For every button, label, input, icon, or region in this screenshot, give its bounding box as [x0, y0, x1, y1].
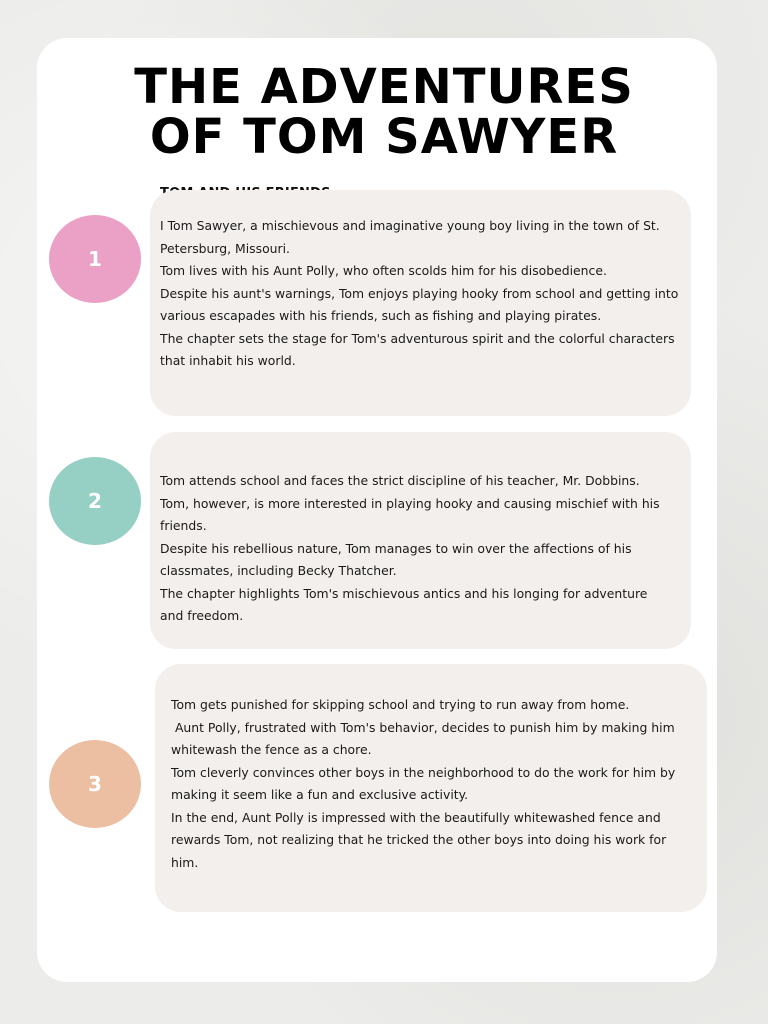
section-2-line-1: Tom attends school and faces the strict discipline of his teacher, Mr. Dobbins.	[160, 473, 640, 488]
section-number-3: 3	[88, 772, 102, 796]
section-2-line-3: Despite his rebellious nature, Tom manages to win over the affections of his classmates, including Becky Thatcher.	[160, 540, 632, 578]
title-line-2: OF TOM SAWYER	[149, 109, 619, 165]
section-3-line-4: In the end, Aunt Polly is impressed with the beautifully whitewashed fence and rewards Tom, not realizing that he tricked the other boys into doing his work for him.	[171, 809, 667, 870]
section-text-3	[171, 694, 686, 874]
section-2-line-2: Tom, however, is more interested in playing hooky and causing mischief with his friends.	[160, 495, 660, 533]
section-3-line-3: Tom cleverly convinces other boys in the neighborhood to do the work for him by making it seem like a fun and exclusive activity.	[171, 764, 676, 802]
section-1-line-2: Tom lives with his Aunt Polly, who often scolds him for his disobedience.	[160, 263, 607, 278]
section-text-2	[160, 470, 670, 628]
title-line-1: THE ADVENTURES	[134, 59, 634, 115]
section-1-line-3: Despite his aunt's warnings, Tom enjoys playing hooky from school and getting into various escapades with his friends, such as fishing and playing pirates.	[160, 285, 679, 323]
section-text-1	[160, 215, 695, 373]
section-number-badge-2	[49, 457, 141, 545]
section-number-badge-1	[49, 215, 141, 303]
section-3-line-1: Tom gets punished for skipping school and trying to run away from home.	[171, 697, 630, 712]
section-number-badge-3	[49, 740, 141, 828]
section-1-line-4: The chapter sets the stage for Tom's adventurous spirit and the colorful characters that inhabit his world.	[160, 330, 675, 368]
section-number-1: 1	[88, 247, 102, 271]
section-number-2: 2	[88, 489, 102, 513]
section-1-line-1: I Tom Sawyer, a mischievous and imaginative young boy living in the town of St. Petersburg, Missouri.	[160, 218, 660, 256]
section-2-line-4: The chapter highlights Tom's mischievous antics and his longing for adventure and freedom.	[160, 585, 648, 623]
page-title	[0, 59, 768, 165]
section-3-line-2: Aunt Polly, frustrated with Tom's behavior, decides to punish him by making him whitewash the fence as a chore.	[171, 719, 679, 757]
